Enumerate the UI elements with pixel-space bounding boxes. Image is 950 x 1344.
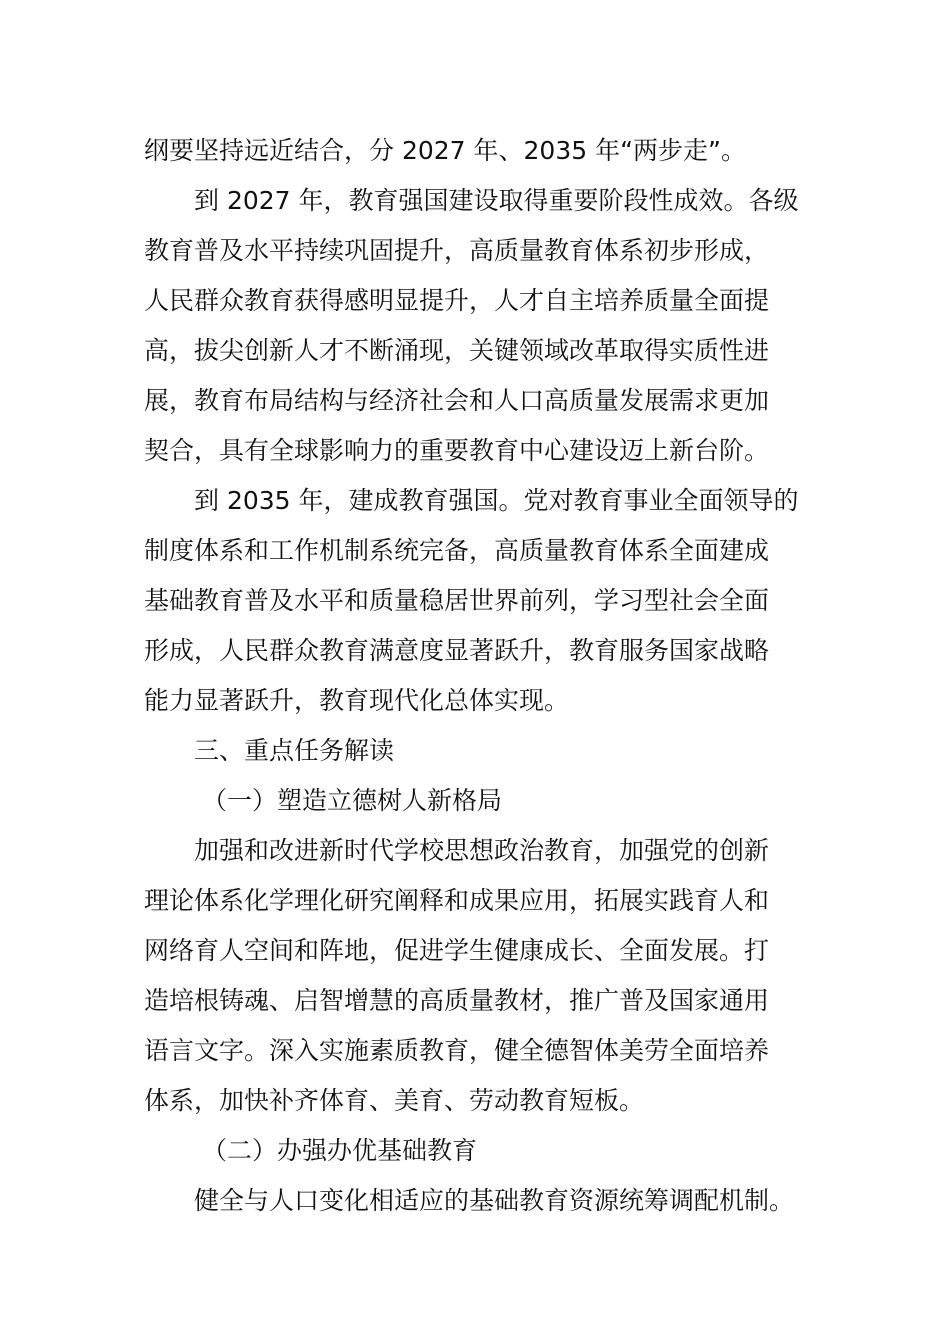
subsection-heading: （一）塑造立德树人新格局	[202, 786, 503, 815]
subsection-heading: （二）办强办优基础教育	[202, 1136, 478, 1165]
paragraph-line: 语言文字。深入实施素质教育，健全德智体美劳全面培养	[144, 1036, 770, 1065]
paragraph-line: 到 2027 年，教育强国建设取得重要阶段性成效。各级	[194, 186, 799, 215]
paragraph-line: 形成，人民群众教育满意度显著跃升，教育服务国家战略	[144, 636, 770, 665]
paragraph-line: 契合，具有全球影响力的重要教育中心建设迈上新台阶。	[144, 436, 770, 465]
paragraph-line: 人民群众教育获得感明显提升，人才自主培养质量全面提	[144, 286, 770, 315]
paragraph-line: 能力显著跃升，教育现代化总体实现。	[144, 686, 570, 715]
paragraph-line: 到 2035 年，建成教育强国。党对教育事业全面领导的	[194, 486, 799, 515]
paragraph-line: 高，拔尖创新人才不断涌现，关键领域改革取得实质性进	[144, 336, 770, 365]
paragraph-line: 纲要坚持远近结合，分 2027 年、2035 年“两步走”。	[144, 136, 746, 165]
paragraph-line: 教育普及水平持续巩固提升，高质量教育体系初步形成，	[144, 236, 770, 265]
paragraph-line: 制度体系和工作机制系统完备，高质量教育体系全面建成	[144, 536, 770, 565]
paragraph-line: 造培根铸魂、启智增慧的高质量教材，推广普及国家通用	[144, 986, 770, 1015]
document-body	[144, 126, 834, 1226]
paragraph-line: 网络育人空间和阵地，促进学生健康成长、全面发展。打	[144, 936, 770, 965]
section-heading: 三、重点任务解读	[194, 736, 395, 765]
paragraph-line: 体系，加快补齐体育、美育、劳动教育短板。	[144, 1086, 645, 1115]
paragraph-line: 理论体系化学理化研究阐释和成果应用，拓展实践育人和	[144, 886, 770, 915]
paragraph-line: 加强和改进新时代学校思想政治教育，加强党的创新	[194, 836, 770, 865]
paragraph-line: 展，教育布局结构与经济社会和人口高质量发展需求更加	[144, 386, 770, 415]
paragraph-line: 健全与人口变化相适应的基础教育资源统筹调配机制。	[194, 1186, 795, 1215]
paragraph-line: 基础教育普及水平和质量稳居世界前列，学习型社会全面	[144, 586, 770, 615]
